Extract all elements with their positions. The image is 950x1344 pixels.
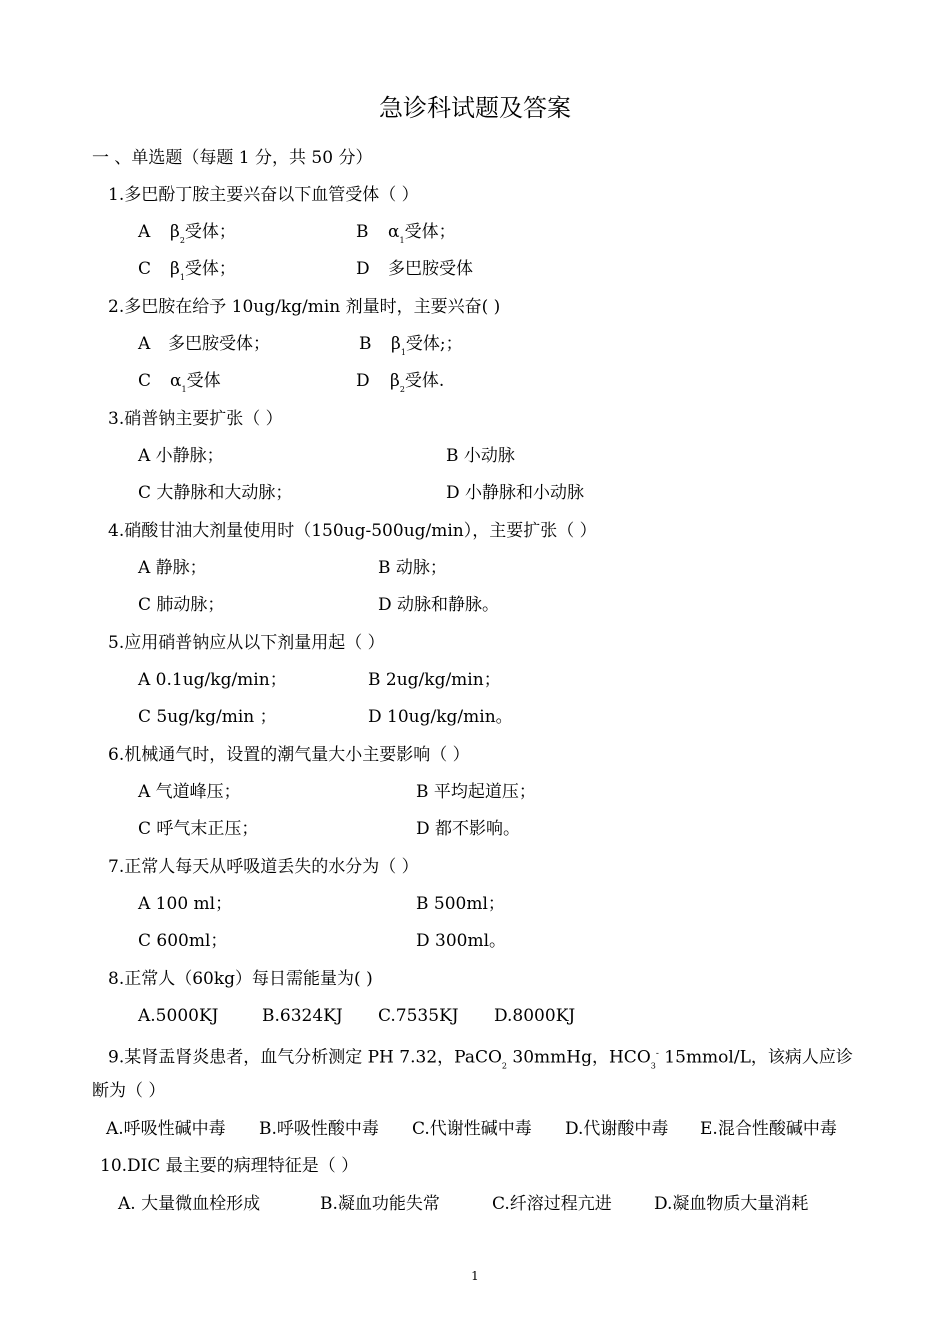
option-c: C 呼气末正压； — [138, 819, 259, 839]
option-a: A 小静脉； — [138, 446, 224, 466]
option-c: C 5ug/kg/min ； — [138, 707, 277, 727]
page-number: 1 — [471, 1269, 479, 1283]
question-1-stem: 1.多巴酚丁胺主要兴奋以下血管受体（ ） — [108, 185, 419, 205]
option-a: 多巴胺受体； — [168, 334, 270, 354]
question-4-stem: 4.硝酸甘油大剂量使用时（150ug-500ug/min），主要扩张（ ） — [108, 521, 597, 541]
option-a: A.呼吸性碱中毒 — [106, 1119, 226, 1139]
option-c-letter: C — [138, 371, 152, 391]
option-b: B.呼吸性酸中毒 — [259, 1119, 379, 1139]
option-a: A.5000KJ — [138, 1006, 219, 1026]
option-a: A. 大量微血栓形成 — [118, 1194, 261, 1214]
question-9-stem-line-1: 9.某肾盂肾炎患者，血气分析测定 PH 7.32，PaCO$_2$ 30mmHg，$HCO_3^-$ 15mmol/L，该病人应诊 — [108, 1047, 853, 1071]
option-c: C 大静脉和大动脉； — [138, 483, 293, 503]
option-b: B 2ug/kg/min； — [368, 670, 501, 690]
option-c: $\alpha_1$受体 — [170, 371, 221, 394]
option-d: $\beta_2$受体. — [390, 371, 445, 394]
option-d-letter: D — [356, 371, 370, 391]
option-d: D 300ml。 — [416, 931, 507, 951]
option-a: A 0.1ug/kg/min； — [138, 670, 287, 690]
option-b-letter: B — [356, 222, 369, 242]
option-d: D 小静脉和小动脉 — [446, 483, 585, 503]
option-d: D.凝血物质大量消耗 — [654, 1194, 809, 1214]
question-7-stem: 7.正常人每天从呼吸道丢失的水分为（ ） — [108, 857, 419, 877]
option-b: $\alpha_1$受体； — [388, 222, 456, 245]
option-a-letter: A — [138, 334, 151, 354]
option-c: C.7535KJ — [378, 1006, 459, 1026]
question-9-stem-line-2: 断为（ ） — [92, 1081, 166, 1101]
option-b: $\beta_1$受体;； — [391, 334, 463, 357]
question-8-stem: 8.正常人（60kg）每日需能量为( ) — [108, 969, 373, 989]
option-d: D 动脉和静脉。 — [378, 595, 500, 615]
section-heading: 一 、单选题（每题 1 分，共 50 分） — [92, 148, 373, 168]
option-b: B 动脉； — [378, 558, 447, 578]
option-d: D.代谢酸中毒 — [565, 1119, 669, 1139]
document-title: 急诊科试题及答案 — [379, 94, 571, 122]
option-b: B 平均起道压； — [416, 782, 536, 802]
option-d: D.8000KJ — [494, 1006, 576, 1026]
option-a: A 100 ml； — [138, 894, 233, 914]
option-a: A 静脉； — [138, 558, 207, 578]
option-c: $\beta_1$受体； — [170, 259, 236, 282]
option-a-letter: A — [138, 222, 151, 242]
option-b: B.6324KJ — [262, 1006, 343, 1026]
option-a: A 气道峰压； — [138, 782, 241, 802]
option-b: B 500ml； — [416, 894, 505, 914]
option-e: E.混合性酸碱中毒 — [700, 1119, 837, 1139]
option-a: $\beta_2$受体； — [170, 222, 236, 245]
option-c-letter: C — [138, 259, 152, 279]
option-d: 多巴胺受体 — [388, 259, 473, 279]
question-3-stem: 3.硝普钠主要扩张（ ） — [108, 409, 283, 429]
option-b: B 小动脉 — [446, 446, 515, 466]
question-5-stem: 5.应用硝普钠应从以下剂量用起（ ） — [108, 633, 385, 653]
option-d: D 都不影响。 — [416, 819, 521, 839]
option-c: C 600ml； — [138, 931, 228, 951]
option-c: C 肺动脉； — [138, 595, 225, 615]
option-d-letter: D — [356, 259, 370, 279]
option-c: C.纤溶过程亢进 — [492, 1194, 612, 1214]
option-b: B.凝血功能失常 — [320, 1194, 440, 1214]
question-10-stem: 10.DIC 最主要的病理特征是（ ） — [100, 1156, 359, 1176]
question-2-stem: 2.多巴胺在给予 10ug/kg/min 剂量时，主要兴奋( ) — [108, 297, 501, 317]
question-6-stem: 6.机械通气时，设置的潮气量大小主要影响（ ） — [108, 745, 470, 765]
option-c: C.代谢性碱中毒 — [412, 1119, 532, 1139]
option-b-letter: B — [359, 334, 372, 354]
option-d: D 10ug/kg/min。 — [368, 707, 513, 727]
